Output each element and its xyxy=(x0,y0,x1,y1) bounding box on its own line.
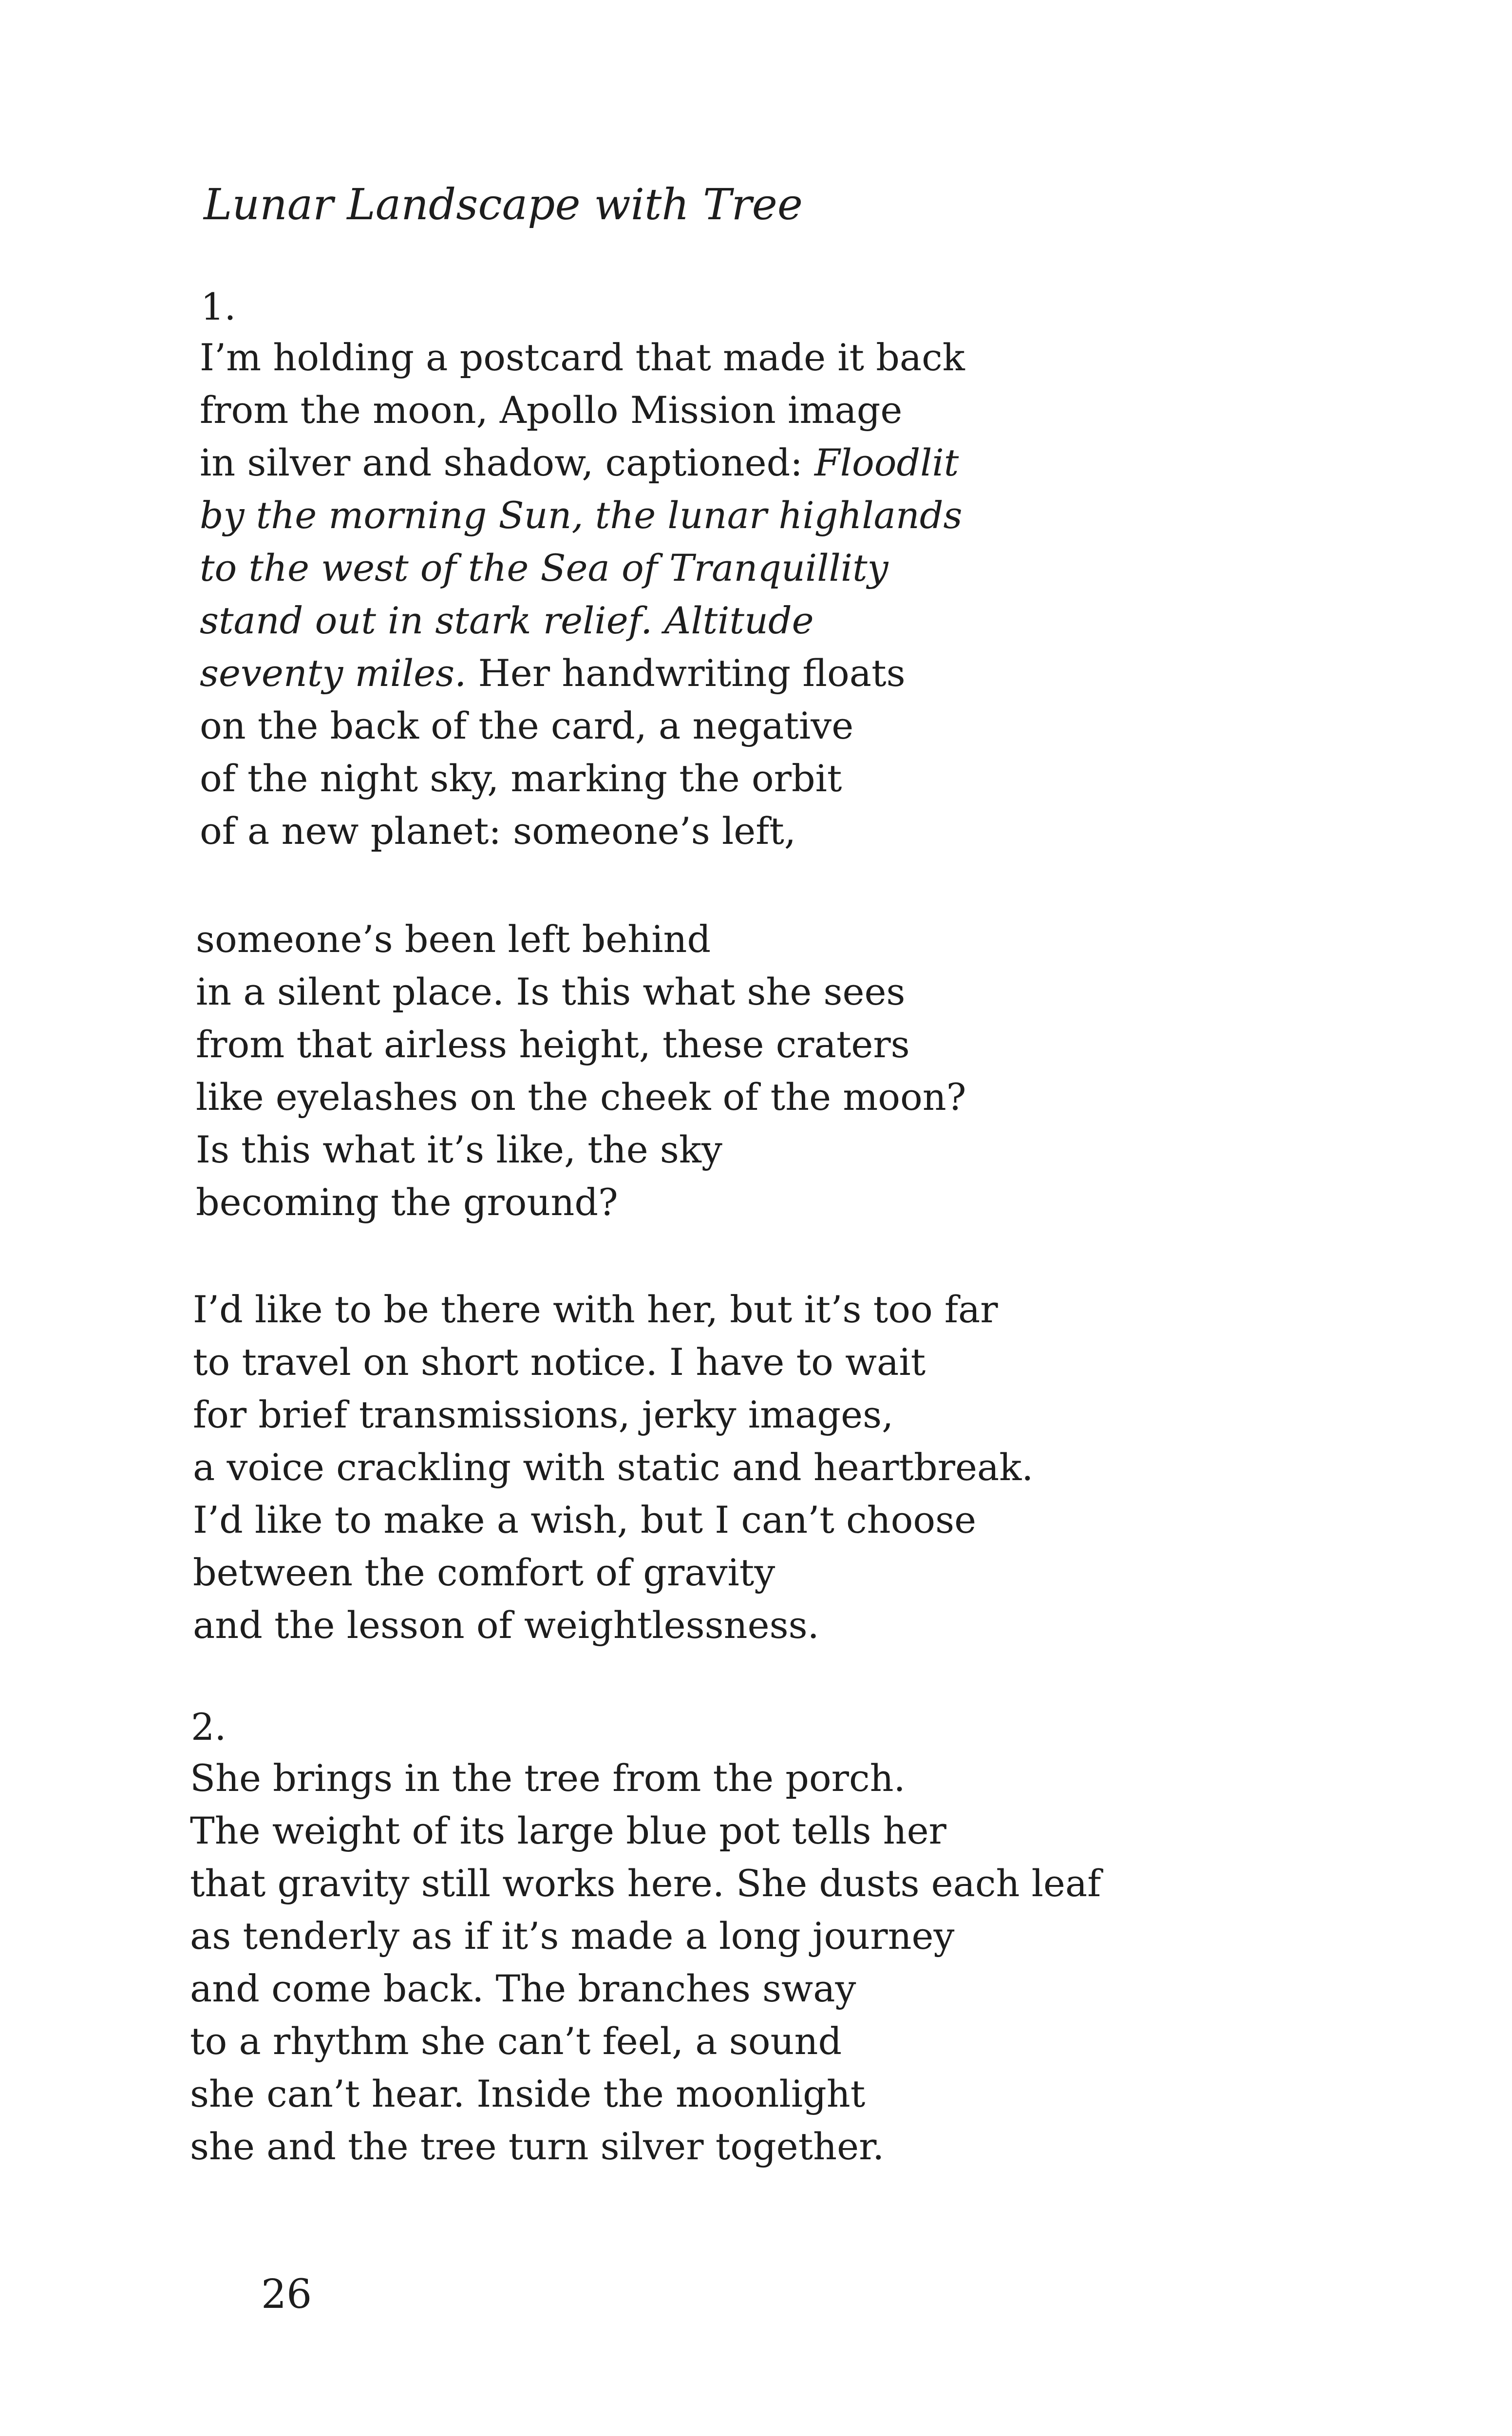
poem-line: as tenderly as if it’s made a long journey xyxy=(190,1914,955,1958)
poem-line: and the lesson of weightlessness. xyxy=(193,1603,819,1647)
section-number-1: 1. xyxy=(201,285,236,328)
poem-line: She brings in the tree from the porch. xyxy=(190,1756,906,1800)
poem-line: I’d like to be there with her, but it’s too far xyxy=(193,1288,998,1331)
poem-line: for brief transmissions, jerky images, xyxy=(193,1393,894,1436)
poem-line: in a silent place. Is this what she sees xyxy=(196,970,906,1013)
poem-line: someone’s been left behind xyxy=(196,917,711,961)
poem-line-part: in silver and shadow, captioned: xyxy=(200,441,814,484)
poem-line: she can’t hear. Inside the moonlight xyxy=(190,2072,866,2115)
poem-line: between the comfort of gravity xyxy=(193,1551,775,1594)
poem-line xyxy=(200,437,959,489)
poem-line xyxy=(200,647,906,700)
poem-line: The weight of its large blue pot tells her xyxy=(190,1809,946,1852)
section-number-2: 2. xyxy=(191,1705,227,1749)
poem-line: on the back of the card, a negative xyxy=(200,704,854,747)
caption-line: to the west of the Sea of Tranquillity xyxy=(200,546,888,590)
poem-line: from that airless height, these craters xyxy=(196,1023,910,1066)
poem-line: becoming the ground? xyxy=(196,1180,618,1224)
poem-line: Is this what it’s like, the sky xyxy=(196,1128,722,1171)
page-number: 26 xyxy=(261,2271,312,2318)
poem-line: she and the tree turn silver together. xyxy=(190,2125,885,2168)
poem-line: from the moon, Apollo Mission image xyxy=(200,388,903,432)
poem-line: to a rhythm she can’t feel, a sound xyxy=(190,2019,842,2063)
caption-line: stand out in stark relief. Altitude xyxy=(200,599,814,642)
poem-line: of a new planet: someone’s left, xyxy=(200,809,796,853)
poem-line-part: Her handwriting floats xyxy=(466,651,906,695)
caption-line: by the morning Sun, the lunar highlands xyxy=(200,494,963,537)
poem-line: I’d like to make a wish, but I can’t choose xyxy=(193,1498,977,1542)
poem-line: I’m holding a postcard that made it back xyxy=(200,336,965,379)
poem-line: like eyelashes on the cheek of the moon? xyxy=(196,1075,966,1119)
poem-line: of the night sky, marking the orbit xyxy=(200,757,842,800)
poem-line: and come back. The branches sway xyxy=(190,1967,856,2010)
poem-line: a voice crackling with static and heartbreak. xyxy=(193,1446,1034,1489)
caption-italic: Floodlit xyxy=(814,441,959,484)
caption-italic: seventy miles. xyxy=(200,651,467,695)
poem-line: that gravity still works here. She dusts each leaf xyxy=(190,1862,1101,1905)
poem-line: to travel on short notice. I have to wait xyxy=(193,1340,926,1384)
poem-title: Lunar Landscape with Tree xyxy=(204,179,803,229)
